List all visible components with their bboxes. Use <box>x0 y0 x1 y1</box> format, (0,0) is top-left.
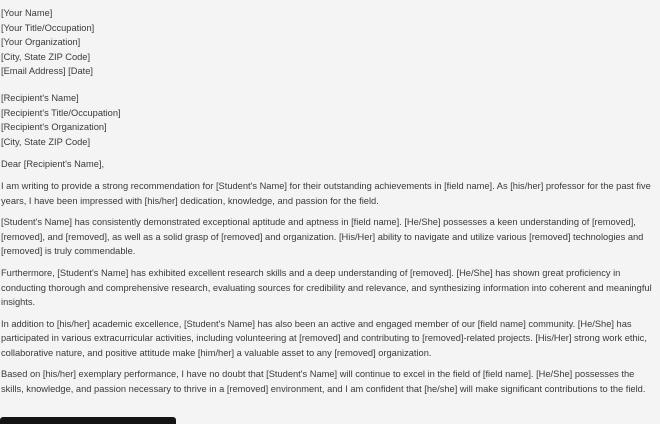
salutation: Dear [Recipient's Name], <box>1 159 105 170</box>
body-paragraph-aptitude: [Student's Name] has consistently demonstrated exceptional aptitude and aptness in [field name]. [He/She] possesses a keen understanding of [removed], [removed], and [removed], as well as a solid grasp of [removed] and organization. [His/Her] ability to navigate and utilize various [removed] technologies and [removed] is truly commendable. <box>1 217 644 257</box>
sender-address-block <box>1 6 660 79</box>
body-paragraph-intro: I am writing to provide a strong recommendation for [Student's Name] for their outstanding achievements in [field name]. As [his/her] professor for the past five years, I have been impressed with [his/her] dedication, knowledge, and passion for the field. <box>1 180 651 206</box>
recipient-title: [Recipient's Title/Occupation] <box>1 107 121 118</box>
body-paragraph-research: Furthermore, [Student's Name] has exhibited excellent research skills and a deep understanding of [removed]. [He/She] has shown great proficiency in conducting thorough and comprehensive research, evaluating sources for credibility and relevance, and synthesizing information into coherent and meaningful insights. <box>1 267 652 308</box>
recipient-city-state-zip: [City, State ZIP Code] <box>1 136 91 147</box>
sender-name: [Your Name] <box>1 8 53 18</box>
body-paragraph-community: In addition to [his/her] academic excellence, [Student's Name] has also been an active and engaged member of our [field name] community. [He/She] has participated in various extracurricular activities, including volunteering at [removed] and contributing to [removed]-related projects. [His/Her] strong work ethic, collaborative nature, and positive attitude make [him/her] a valuable asset to any [removed] organization. <box>1 318 647 358</box>
body-paragraph-conclusion: Based on [his/her] exemplary performance, I have no doubt that [Student's Name] will continue to excel in the field of [field name]. [He/She] possesses the skills, knowledge, and passion necessary to thrive in a [removed] environment, and I am confident that [he/she] will make significant contributions to the field. <box>1 369 646 395</box>
recipient-address-block <box>1 91 660 149</box>
sender-email-date: [Email Address] [Date] <box>1 66 93 77</box>
sender-title: [Your Title/Occupation] <box>1 22 95 33</box>
sender-organization: [Your Organization] <box>1 37 81 48</box>
recipient-name: [Recipient's Name] <box>1 92 79 103</box>
bottom-toolbar-bar[interactable] <box>0 417 176 424</box>
recipient-organization: [Recipient's Organization] <box>1 122 107 133</box>
sender-city-state-zip: [City, State ZIP Code] <box>1 51 91 62</box>
